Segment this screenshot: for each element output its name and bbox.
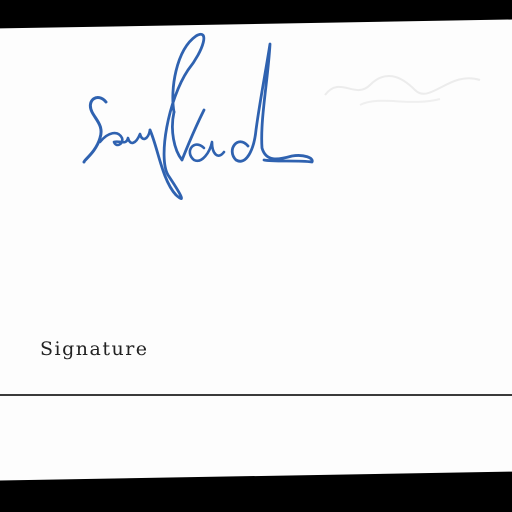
divider-line: [0, 394, 512, 396]
faint-show-through-mark: [320, 55, 490, 115]
signature-label: Signature: [40, 338, 149, 360]
handwritten-signature: [78, 30, 318, 205]
